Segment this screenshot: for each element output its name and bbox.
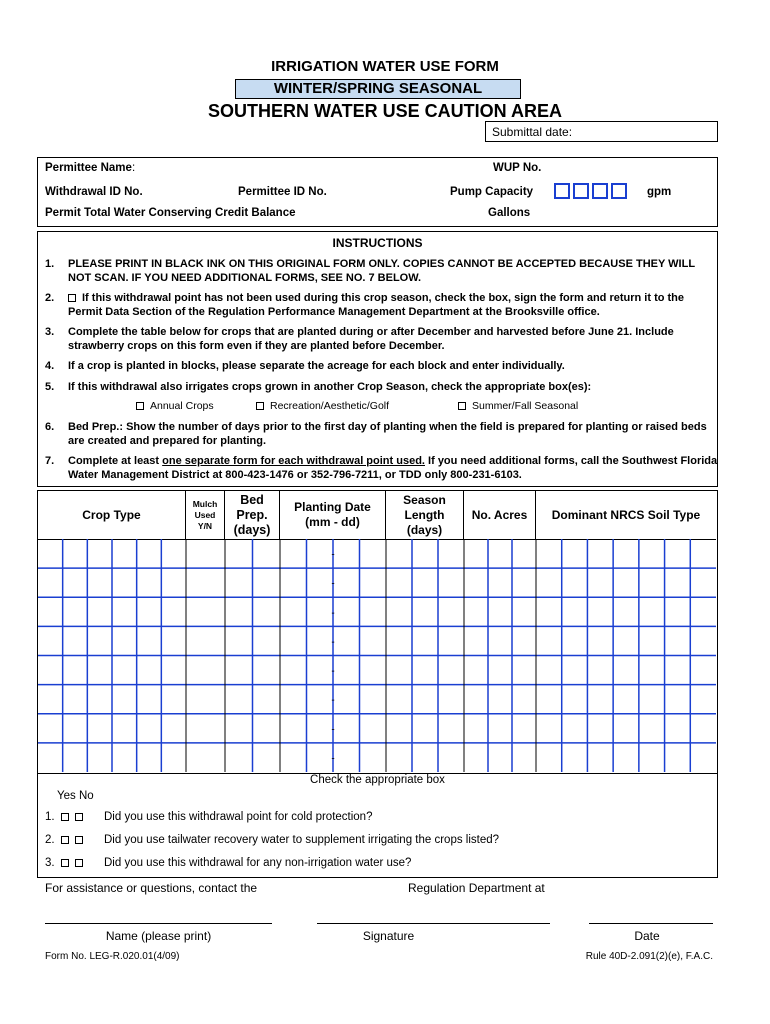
questions-box: [37, 774, 718, 878]
signature-label: Signature: [362, 929, 415, 943]
regulation-dept-text: Regulation Department at: [408, 881, 545, 895]
date-dash: -: [331, 695, 335, 707]
question-text: Did you use tailwater recovery water to supplement irrigating the crops listed?: [104, 834, 500, 846]
assistance-text: For assistance or questions, contact the: [45, 881, 258, 895]
pump-capacity-label: Pump Capacity: [450, 186, 534, 198]
date-dash: -: [331, 753, 335, 765]
instructions-title: INSTRUCTIONS: [332, 236, 423, 250]
permittee-info-box: [37, 157, 718, 227]
yes-checkbox[interactable]: [61, 859, 69, 867]
instructions-box: INSTRUCTIONS 1. PLEASE PRINT IN BLACK INK ON THIS ORIGINAL FORM ONLY. COPIES CANNOT BE ACCEPTED BECAUSE THEY WILL NOT SCAN. IF YOU NEED ADDITIONAL FORMS, SEE NO. 7 BELOW. 2. If this withdrawal point has not been used during this crop season, check the box, sign the form and return it to the Permit Data Section of the Regulation Performance Management Department at the Brooksville office. 3. Complete the table below for crops that are planted during or after December and harvested before June 21. Include strawberry crops on this form even if they are planted before December. 4. If a crop is planted in blocks, please separate the acreage for each block and enter individually. 5. If this withdrawal also irrigates crops grown in another Crop Season, check the appropriate box(es): Annual Crops Recreation/Aesthetic/Golf Summer/Fall Seasonal 6. Bed Prep.: Show the number of days prior to the first day of planting when the field is prepared for planting or raised beds are created and prepared for planting. 7. Complete at least one separate form for each withdrawal point used. If you need additional forms, call the Southwest Florida Water Management District at 800-423-1476 or 352-796-7211, or TDD only 800-231-6103.: [37, 231, 718, 487]
date-dash: -: [331, 607, 335, 619]
signature-line[interactable]: [317, 923, 550, 924]
question-text: Did you use this withdrawal for any non-irrigation water use?: [104, 857, 412, 869]
header-no-acres: No. Acres: [464, 491, 536, 539]
question-row: 1.: [45, 811, 89, 823]
check-note: Check the appropriate box: [310, 774, 445, 786]
question-row: 3.: [45, 857, 89, 869]
option-annual-crops[interactable]: Annual Crops: [136, 400, 214, 412]
header-season-length: Season Length (days): [386, 491, 464, 539]
checkbox[interactable]: [136, 402, 144, 410]
submittal-date-field[interactable]: Submittal date:: [485, 121, 718, 142]
crop-table: [37, 490, 718, 774]
pump-capacity-boxes[interactable]: [554, 182, 630, 200]
date-label: Date: [634, 929, 660, 943]
header-planting-date: Planting Date (mm - dd): [280, 491, 386, 539]
name-print-label: Name (please print): [105, 929, 212, 943]
date-dash: -: [331, 578, 335, 590]
header-mulch: Mulch Used Y/N: [186, 491, 225, 539]
checkbox[interactable]: [256, 402, 264, 410]
area-title: SOUTHERN WATER USE CAUTION AREA: [207, 101, 562, 121]
date-dash: -: [331, 636, 335, 648]
wup-no-label[interactable]: WUP No.: [493, 162, 542, 174]
not-used-checkbox[interactable]: [68, 294, 76, 302]
withdrawal-id-label[interactable]: Withdrawal ID No.: [45, 186, 143, 198]
no-checkbox[interactable]: [75, 813, 83, 821]
option-recreation[interactable]: Recreation/Aesthetic/Golf: [256, 400, 389, 412]
header-bed-prep: Bed Prep. (days): [225, 491, 280, 539]
pump-digit-box[interactable]: [554, 183, 570, 199]
pump-unit: gpm: [647, 186, 672, 198]
credit-unit: Gallons: [488, 207, 531, 219]
no-checkbox[interactable]: [75, 859, 83, 867]
permittee-name-label[interactable]: Permittee Name:: [45, 162, 136, 174]
credit-balance-label[interactable]: Permit Total Water Conserving Credit Balance: [45, 207, 296, 219]
form-title: IRRIGATION WATER USE FORM: [271, 58, 499, 75]
pump-digit-box[interactable]: [573, 183, 589, 199]
date-dash: -: [331, 724, 335, 736]
yes-no-label: Yes No: [57, 790, 94, 802]
crop-entry-grid[interactable]: [38, 539, 716, 772]
season-banner: WINTER/SPRING SEASONAL: [235, 79, 521, 99]
date-dash: -: [331, 549, 335, 561]
question-row: 2.: [45, 834, 89, 846]
name-line[interactable]: [45, 923, 272, 924]
yes-checkbox[interactable]: [61, 813, 69, 821]
header-soil-type: Dominant NRCS Soil Type: [551, 508, 701, 522]
pump-digit-box[interactable]: [611, 183, 627, 199]
permittee-id-label[interactable]: Permittee ID No.: [238, 186, 327, 198]
pump-digit-box[interactable]: [592, 183, 608, 199]
no-checkbox[interactable]: [75, 836, 83, 844]
yes-checkbox[interactable]: [61, 836, 69, 844]
form-number: Form No. LEG-R.020.01(4/09): [45, 951, 180, 962]
checkbox[interactable]: [458, 402, 466, 410]
date-dash: -: [331, 666, 335, 678]
rule-reference: Rule 40D-2.091(2)(e), F.A.C.: [585, 951, 713, 962]
option-summer-fall[interactable]: Summer/Fall Seasonal: [458, 400, 578, 412]
date-line[interactable]: [589, 923, 713, 924]
header-crop-type: Crop Type: [38, 491, 186, 539]
question-text: Did you use this withdrawal point for cold protection?: [104, 811, 373, 823]
